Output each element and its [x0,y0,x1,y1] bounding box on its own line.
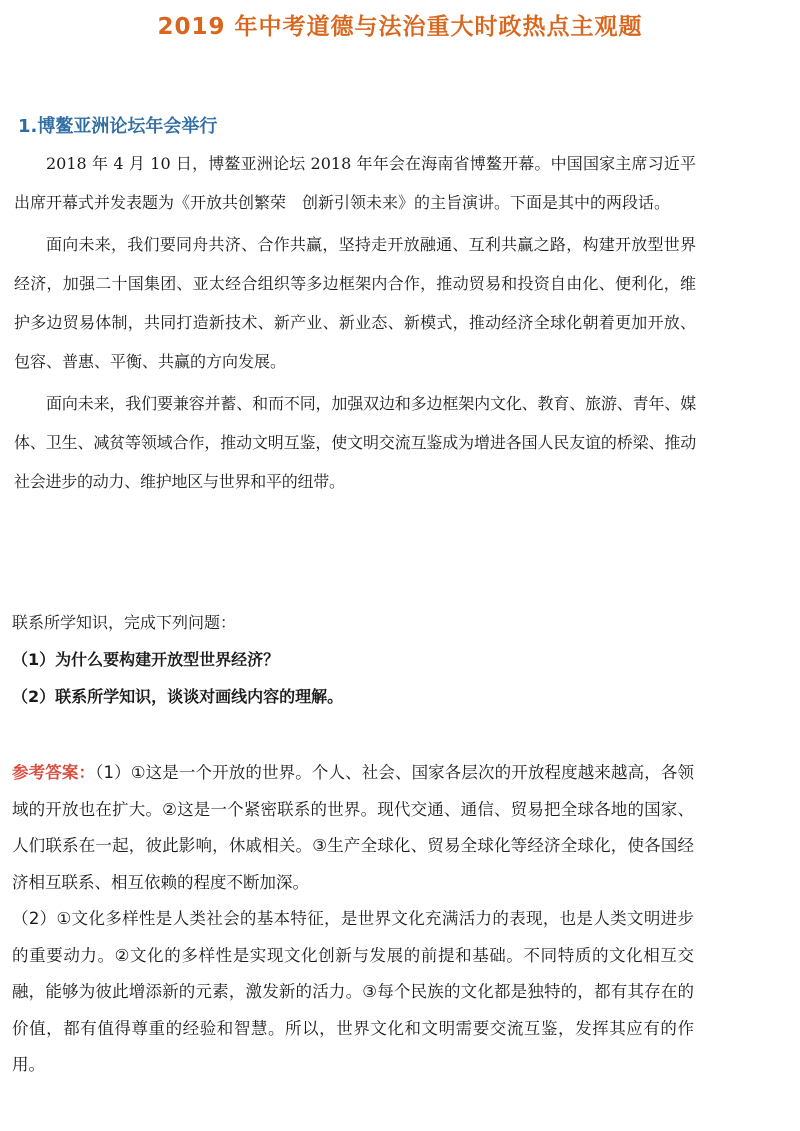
answer-block [12,755,694,1084]
question-2: （2）联系所学知识，谈谈对画线内容的理解。 [12,687,344,706]
passage-paragraph-intro: 2018 年 4 月 10 日，博鳌亚洲论坛 2018 年年会在海南省博鳌开幕。中国国家主席习近平出席开幕式并发表题为《开放共创繁荣 创新引领未来》的主旨演讲。下面是其中的两段话。 [14,154,696,212]
answer-part-1-text: （1）①这是一个开放的世界。个人、社会、国家各层次的开放程度越来越高，各领域的开放也在扩大。②这是一个紧密联系的世界。现代交通、通信、贸易把全球各地的国家、人们联系在一起，彼此影响，休戚相关。③生产全球化、贸易全球化等经济全球化，使各国经济相互联系、相互依赖的程度不断加深。 [12,763,694,892]
answer-label: 参考答案： [12,763,96,782]
questions-block [12,604,752,715]
passage [14,144,696,501]
question-1: （1）为什么要构建开放型世界经济？ [12,650,280,669]
passage-paragraph-economy: 面向未来，我们要同舟共济、合作共赢，坚持走开放融通、互利共赢之路，构建开放型世界经济，加强二十国集团、亚太经合组织等多边框架内合作，推动贸易和投资自由化、便利化，维护多边贸易体制，共同打造新技术、新产业、新业态、新模式，推动经济全球化朝着更加开放、包容、普惠、平衡、共赢的方向发展。 [14,235,696,371]
answer-part-2: （2）①文化多样性是人类社会的基本特征，是世界文化充满活力的表现，也是人类文明进步的重要动力。②文化的多样性是实现文化创新与发展的前提和基础。不同特质的文化相互交融，能够为彼此增添新的元素，激发新的活力。③每个民族的文化都是独特的，都有其存在的价值，都有值得尊重的经验和智慧。所以，世界文化和文明需要交流互鉴，发挥其应有的作用。 [12,909,694,1074]
questions-intro: 联系所学知识，完成下列问题： [12,613,237,632]
answer-part-1 [12,755,694,901]
passage-paragraph-culture: 面向未来，我们要兼容并蓄、和而不同，加强双边和多边框架内文化、教育、旅游、青年、媒体、卫生、减贫等领域合作，推动文明互鉴，使文明交流互鉴成为增进各国人民友谊的桥梁、推动社会进步的动力、维护地区与世界和平的纽带。 [14,394,696,491]
section-heading: 1.博鳌亚洲论坛年会举行 [18,116,218,137]
page-title: 2019 年中考道德与法治重大时政热点主观题 [157,14,643,40]
